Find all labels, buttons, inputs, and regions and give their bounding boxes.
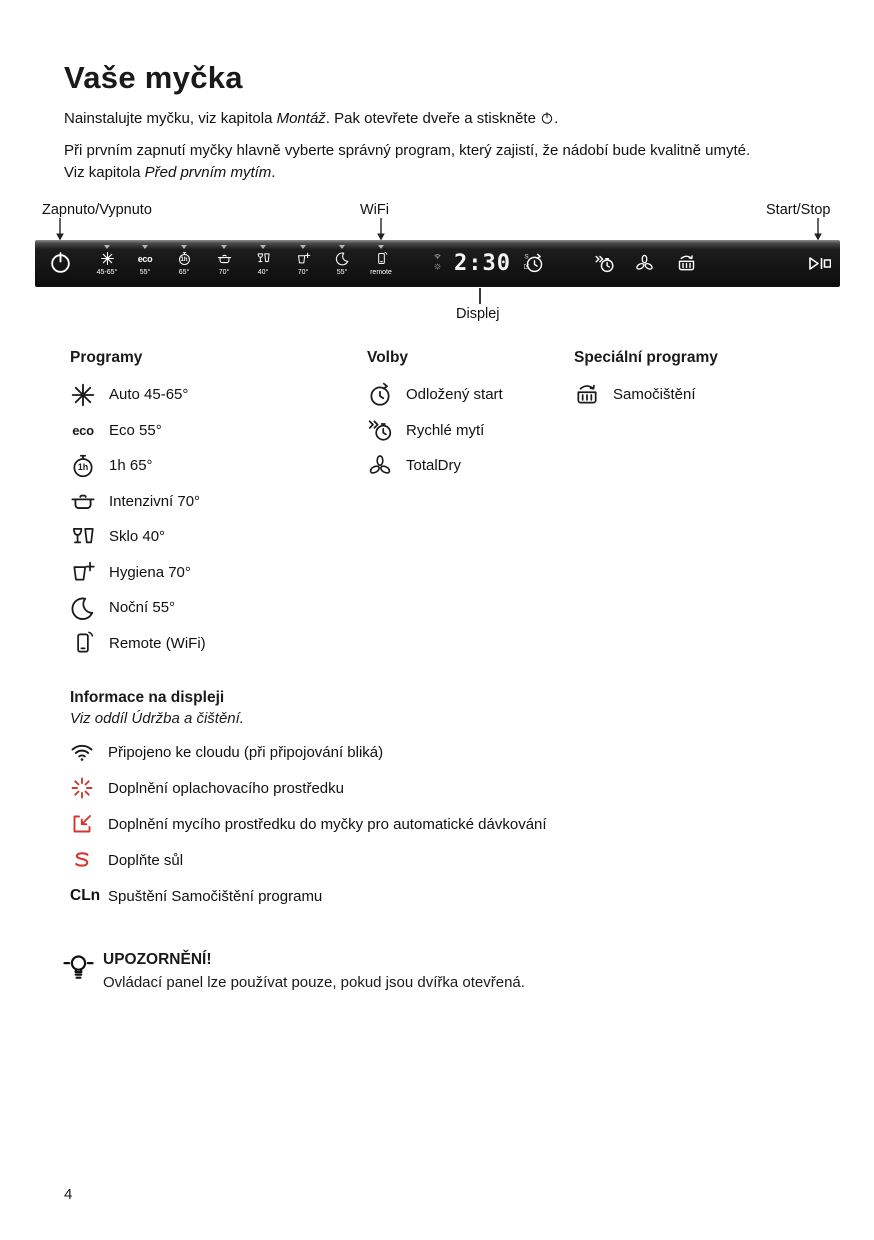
special-programs-section: [574, 348, 718, 413]
selection-tick: [339, 245, 345, 249]
panel-program-remote: [363, 245, 399, 276]
hygiene-icon: [296, 251, 311, 266]
one-hour-icon: 1h: [177, 251, 192, 266]
auto-icon: [100, 251, 115, 266]
warning-note: [62, 950, 822, 994]
eco-icon: eco: [72, 422, 94, 438]
remote-icon: [374, 251, 389, 266]
glass-icon: [256, 251, 271, 266]
night-icon: [335, 251, 350, 266]
program-label: Auto 45-65°: [109, 386, 189, 404]
option-item: [367, 448, 503, 484]
program-label: Hygiena 70°: [109, 563, 191, 581]
panel-temp-label: 65°: [178, 269, 190, 276]
self-clean-icon: [574, 382, 600, 408]
program-label: Sklo 40°: [109, 528, 166, 546]
display-info-label: Doplnění oplachovacího prostředku: [108, 779, 344, 797]
option-item: [367, 413, 503, 449]
quick-wash-icon: [594, 253, 615, 274]
display-info-heading: Informace na displeji: [70, 689, 225, 706]
intro-text: Při prvním zapnutí myčky hlavně vyberte správný program, který zajistí, že nádobí bude kvalitně umyté.: [64, 142, 751, 159]
panel-program-auto: [89, 245, 125, 276]
program-label: Eco 55°: [109, 421, 162, 439]
panel-temp-label: 55°: [336, 269, 348, 276]
program-item: [70, 590, 206, 626]
panel-program-glass: [245, 245, 281, 276]
option-label: TotalDry: [406, 457, 462, 475]
wifi-indicator-icon: [434, 253, 441, 260]
display-info-label: Připojeno ke cloudu (při připojování bliká): [108, 743, 384, 761]
special-programs-heading: Speciální programy: [574, 349, 718, 366]
panel-program-eco: [127, 245, 163, 276]
panel-program-1h: [166, 245, 202, 276]
power-pointer-arrow: [54, 218, 66, 241]
display-info-subheading: Viz oddíl Údržba a čištění.: [70, 710, 244, 727]
panel-program-night: [324, 245, 360, 276]
delay-start-icon: [367, 382, 393, 408]
callout-start-stop-label: Start/Stop: [766, 202, 831, 218]
totaldry-icon: [367, 453, 393, 479]
programs-section: [70, 348, 206, 661]
intro-text: .: [271, 164, 276, 181]
remote-icon: [70, 630, 96, 656]
detergent-icon: [70, 812, 100, 836]
options-heading: Volby: [367, 349, 409, 366]
page-number: 4: [64, 1186, 73, 1203]
program-item: [70, 519, 206, 555]
program-item: [70, 377, 206, 413]
selection-tick: [142, 245, 148, 249]
display-info-item: [70, 842, 830, 878]
callout-display-label: Displej: [456, 306, 500, 322]
programs-heading: Programy: [70, 349, 143, 366]
power-icon: [540, 111, 554, 125]
options-section: [367, 348, 503, 484]
display-info-label: Doplňte sůl: [108, 851, 184, 869]
control-panel: [35, 240, 840, 287]
option-label: Rychlé mytí: [406, 421, 485, 439]
eco-icon: eco: [137, 253, 153, 264]
self-clean-icon: [676, 253, 697, 274]
display-indicator-icons: [434, 253, 441, 270]
special-program-item: [574, 377, 718, 413]
salt-icon: [70, 848, 100, 872]
totaldry-icon: [634, 253, 655, 274]
panel-temp-label: 70°: [297, 269, 309, 276]
wifi-icon: [70, 740, 100, 764]
delay-start-icon: [524, 253, 545, 274]
program-item: [70, 413, 206, 449]
program-label: Remote (WiFi): [109, 634, 206, 652]
intro-paragraph-1: [64, 108, 844, 130]
glass-icon: [70, 524, 96, 550]
one-hour-icon: 1h: [70, 453, 96, 479]
display-pointer-line: [479, 288, 481, 304]
panel-temp-label: 70°: [218, 269, 230, 276]
display-info-item: [70, 734, 830, 770]
program-item: [70, 555, 206, 591]
program-label: Intenzivní 70°: [109, 492, 201, 510]
quick-wash-icon: [367, 417, 393, 443]
power-button: [48, 250, 73, 275]
display-info-label: Spuštění Samočištění programu: [108, 887, 323, 905]
page-title: Vaše myčka: [64, 60, 243, 95]
display: [445, 248, 520, 279]
rinse-aid-icon: [70, 776, 100, 800]
callout-wifi-label: WiFi: [360, 202, 389, 218]
option-label: Odložený start: [406, 386, 503, 404]
program-item: [70, 626, 206, 662]
selection-tick: [378, 245, 384, 249]
intensive-icon: [70, 488, 96, 514]
chapter-reference: Montáž: [276, 110, 326, 127]
selection-tick: [300, 245, 306, 249]
hygiene-icon: [70, 559, 96, 585]
special-program-label: Samočištění: [613, 386, 696, 404]
panel-program-intensive: [206, 245, 242, 276]
program-label: 1h 65°: [109, 457, 153, 475]
auto-icon: [70, 382, 96, 408]
panel-temp-label: 45-65°: [96, 269, 118, 276]
panel-temp-label: remote: [370, 269, 392, 276]
rinse-aid-indicator-icon: [434, 263, 441, 270]
program-item: [70, 448, 206, 484]
selection-tick: [260, 245, 266, 249]
start-stop-pointer-arrow: [812, 218, 824, 241]
bulb-icon: [62, 951, 95, 984]
selection-tick: [221, 245, 227, 249]
display-info-item: [70, 770, 830, 806]
intro-text: Nainstalujte myčku, viz kapitola: [64, 110, 277, 127]
option-item: [367, 377, 503, 413]
start-stop-button: [798, 252, 840, 275]
display-time: 2:30: [454, 251, 511, 276]
intro-text: Viz kapitola: [64, 164, 145, 181]
panel-program-hygiene: [285, 245, 321, 276]
program-item: [70, 484, 206, 520]
intensive-icon: [217, 251, 232, 266]
callout-power-label: Zapnuto/Vypnuto: [42, 202, 152, 218]
chapter-reference: Před prvním mytím: [144, 164, 272, 181]
intro-paragraph-2: [64, 140, 854, 184]
warning-title: UPOZORNĚNÍ!: [103, 951, 212, 968]
panel-temp-label: 40°: [257, 269, 269, 276]
selection-tick: [104, 245, 110, 249]
panel-temp-label: 55°: [139, 269, 151, 276]
wifi-pointer-arrow: [375, 218, 387, 241]
display-info-item: [70, 806, 830, 842]
selection-tick: [181, 245, 187, 249]
intro-text: . Pak otevřete dveře a stiskněte: [325, 110, 541, 127]
night-icon: [70, 595, 96, 621]
display-info-item: [70, 878, 830, 914]
display-info-section: [70, 688, 830, 914]
program-label: Noční 55°: [109, 599, 176, 617]
display-info-label: Doplnění mycího prostředku do myčky pro automatické dávkování: [108, 815, 547, 833]
intro-text: .: [554, 110, 559, 127]
cln-text: CLn: [70, 887, 101, 904]
warning-text: Ovládací panel lze používat pouze, pokud jsou dvířka otevřená.: [103, 974, 525, 991]
